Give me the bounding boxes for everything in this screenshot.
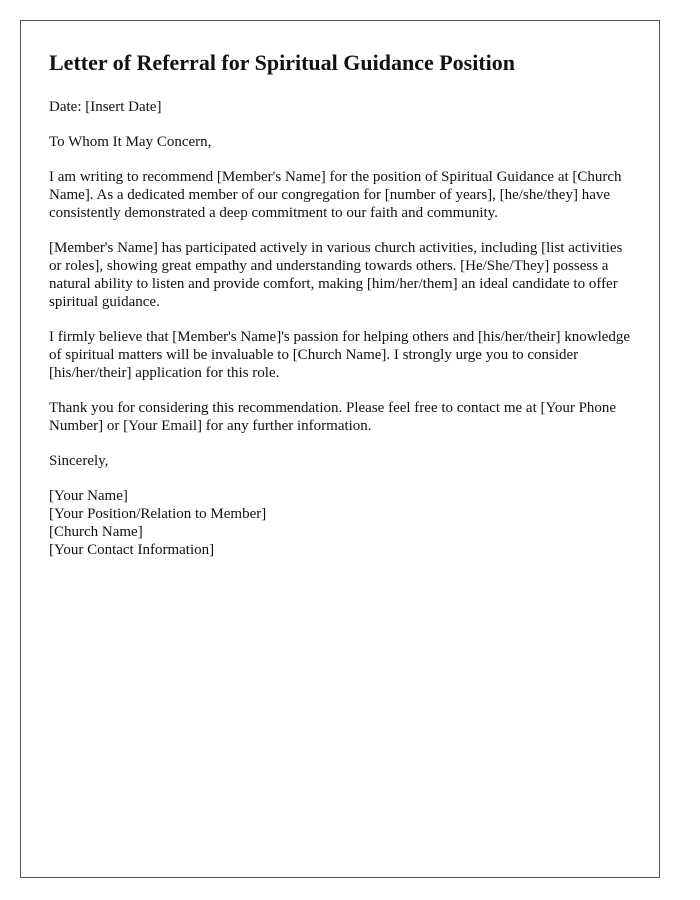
letter-date: Date: [Insert Date]: [49, 99, 162, 115]
signature-block: [49, 487, 631, 559]
letter-title: Letter of Referral for Spiritual Guidance Position: [49, 50, 516, 75]
signature-name: [Your Name]: [49, 488, 128, 504]
letter-page: [20, 20, 660, 878]
letter-paragraph-activities: [Member's Name] has participated actively in various church activities, including [list activities or roles], showing great empathy and understanding towards others. [He/She/They] possess a natural ability to listen and provide comfort, making [him/her/them] an ideal candidate to offer spiritual guidance.: [49, 240, 623, 310]
letter-paragraph-endorsement: I firmly believe that [Member's Name]'s passion for helping others and [his/her/their] knowledge of spiritual matters will be invaluable to [Church Name]. I strongly urge you to consider [his/her/their] application for this role.: [49, 329, 631, 381]
signature-contact: [Your Contact Information]: [49, 542, 215, 558]
letter-closing: Sincerely,: [49, 453, 109, 469]
letter-salutation: To Whom It May Concern,: [49, 134, 212, 150]
letter-paragraph-contact: Thank you for considering this recommendation. Please feel free to contact me at [Your Phone Number] or [Your Email] for any further information.: [49, 400, 617, 434]
letter-paragraph-intro: I am writing to recommend [Member's Name] for the position of Spiritual Guidance at [Church Name]. As a dedicated member of our congregation for [number of years], [he/she/they] have consistently demonstrated a deep commitment to our faith and community.: [49, 169, 622, 221]
signature-church: [Church Name]: [49, 524, 143, 540]
signature-position: [Your Position/Relation to Member]: [49, 506, 267, 522]
